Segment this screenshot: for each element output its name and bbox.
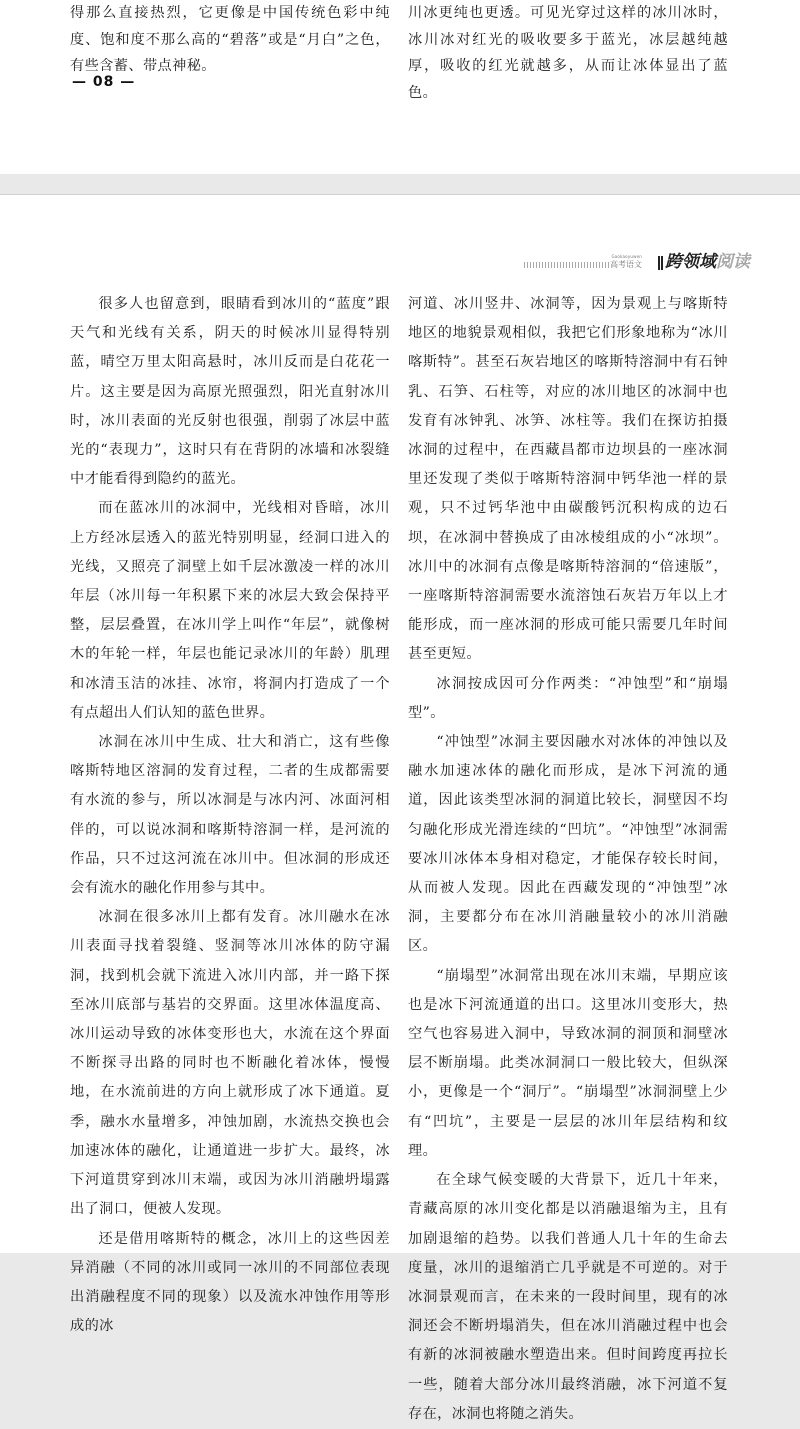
previous-page [0, 0, 800, 174]
magazine-label-cn: 高考语文 [610, 260, 642, 269]
paragraph: “崩塌型”冰洞常出现在冰川末端，早期应该也是冰下河流通道的出口。这里冰川变形大，热空气也容易进入洞中，导致冰洞的洞顶和洞壁冰层不断崩塌。此类冰洞洞口一般比较大，但纵深小，更像是一个“洞厅”。“崩塌型”冰洞洞壁上少有“凹坑”，主要是一层层的冰川年层结构和纹理。 [408, 967, 728, 1159]
section-title [665, 251, 750, 273]
paragraph: 还是借用喀斯特的概念，冰川上的这些因差异消融（不同的冰川或同一冰川的不同部位表现出消融程度不同的现象）以及流水冲蚀作用等形成的冰 [70, 1230, 390, 1335]
paragraph: “冲蚀型”冰洞主要因融水对冰体的冲蚀以及融水加速冰体的融化而形成，是冰下河流的通道，因此该类型冰洞的洞道比较长，洞壁因不均匀融化形成光滑连续的“凹坑”。“冲蚀型”冰洞需要冰川冰体本身相对稳定，才能保存较长时间，从而被人发现。因此在西藏发现的“冲蚀型”冰洞，主要都分布在冰川消融量较小的冰川消融区。 [408, 734, 728, 955]
previous-page-left-column [70, 0, 390, 80]
magazine-label-en: Gaokaoyuwen [611, 254, 642, 259]
paragraph: 冰洞按成因可分作两类：“冲蚀型”和“崩塌型”。 [408, 675, 728, 721]
page-number: — 08 — [72, 74, 136, 90]
paragraph: 得那么直接热烈，它更像是中国传统色彩中纯度、饱和度不那么高的“碧落”或是“月白”之色，有些含蓄、带点神秘。 [70, 5, 390, 74]
paragraph: 冰洞在很多冰川上都有发育。冰川融水在冰川表面寻找着裂缝、竖洞等冰川冰体的防守漏洞，找到机会就下流进入冰川内部，并一路下探至冰川底部与基岩的交界面。这里冰体温度高、冰川运动导致的冰体变形也大，水流在这个界面不断探寻出路的同时也不断融化着冰体，慢慢地，在水流前进的方向上就形成了冰下通道。夏季，融水水量增多，冲蚀加剧，水流热交换也会加速冰体的融化，让通道进一步扩大。最终，冰下河道贯穿到冰川末端，或因为冰川消融坍塌露出了洞口，便被人发现。 [70, 909, 390, 1218]
article-left-column [70, 290, 390, 1341]
paragraph: 河道、冰川竖井、冰洞等，因为景观上与喀斯特地区的地貌景观相似，我把它们形象地称为“冰川喀斯特”。甚至石灰岩地区的喀斯特溶洞中有石钟乳、石笋、石柱等，对应的冰川地区的冰洞中也发育有冰钟乳、冰笋、冰柱等。我们在探访拍摄冰洞的过程中，在西藏昌都市边坝县的一座冰洞里还发现了类似于喀斯特溶洞中钙华池一样的景观，只不过钙华池中由碳酸钙沉积构成的边石坝，在冰洞中替换成了由冰棱组成的小“冰坝”。冰川中的冰洞有点像是喀斯特溶洞的“倍速版”，一座喀斯特溶洞需要水流溶蚀石灰岩万年以上才能形成，而一座冰洞的形成可能只需要几年时间甚至更短。 [408, 296, 728, 663]
paragraph: 川冰更纯也更透。可见光穿过这样的冰川冰时，冰川冰对红光的吸收要多于蓝光，冰层越纯越厚，吸收的红光就越多，从而让冰体显出了蓝色。 [408, 5, 728, 101]
section-title-dark: 跨领域 [665, 252, 716, 272]
article-right-column [408, 290, 728, 1429]
paragraph: 而在蓝冰川的冰洞中，光线相对昏暗，冰川上方经冰层透入的蓝光特别明显，经洞口进入的光线，又照亮了洞壁上如千层冰激凌一样的冰川年层（冰川每一年积累下来的冰层大致会保持平整，层层叠置，在冰川学上叫作“年层”，就像树木的年轮一样，年层也能记录冰川的年龄）肌理和冰清玉洁的冰挂、冰帘，将洞内打造成了一个有点超出人们认知的蓝色世界。 [70, 500, 390, 721]
previous-page-right-column [408, 0, 728, 106]
section-title-light: 阅读 [716, 252, 750, 272]
magazine-label [610, 254, 642, 270]
double-bar-icon [658, 256, 663, 270]
paragraph: 冰洞在冰川中生成、壮大和消亡，这有些像喀斯特地区溶洞的发育过程，二者的生成都需要有水流的参与，所以冰洞是与冰内河、冰面河相伴的，可以说冰洞和喀斯特溶洞一样，是河流的作品，只不过这河流在冰川中。但冰洞的形成还会有流水的融化作用参与其中。 [70, 734, 390, 897]
paragraph: 在全球气候变暖的大背景下，近几十年来，青藏高原的冰川变化都是以消融退缩为主，且有加剧退缩的趋势。以我们普通人几十年的生命去度量，冰川的退缩消亡几乎就是不可逆的。对于冰洞景观而言，在未来的一段时间里，现有的冰洞还会不断坍塌消失，但在冰川消融过程中也会有新的冰洞被融水塑造出来。但时间跨度再拉长一些，随着大部分冰川最终消融，冰下河道不复存在，冰洞也将随之消失。 [408, 1172, 728, 1422]
paragraph: 很多人也留意到，眼睛看到冰川的“蓝度”跟天气和光线有关系，阴天的时候冰川显得特别蓝，晴空万里太阳高悬时，冰川反而是白花花一片。这主要是因为高原光照强烈，阳光直射冰川时，冰川表面的光反射也很强，削弱了冰层中蓝光的“表现力”，这时只有在背阴的冰墙和冰裂缝中才能看得到隐约的蓝光。 [70, 296, 390, 488]
section-header-badge [524, 248, 750, 276]
decorative-lines [524, 262, 610, 268]
